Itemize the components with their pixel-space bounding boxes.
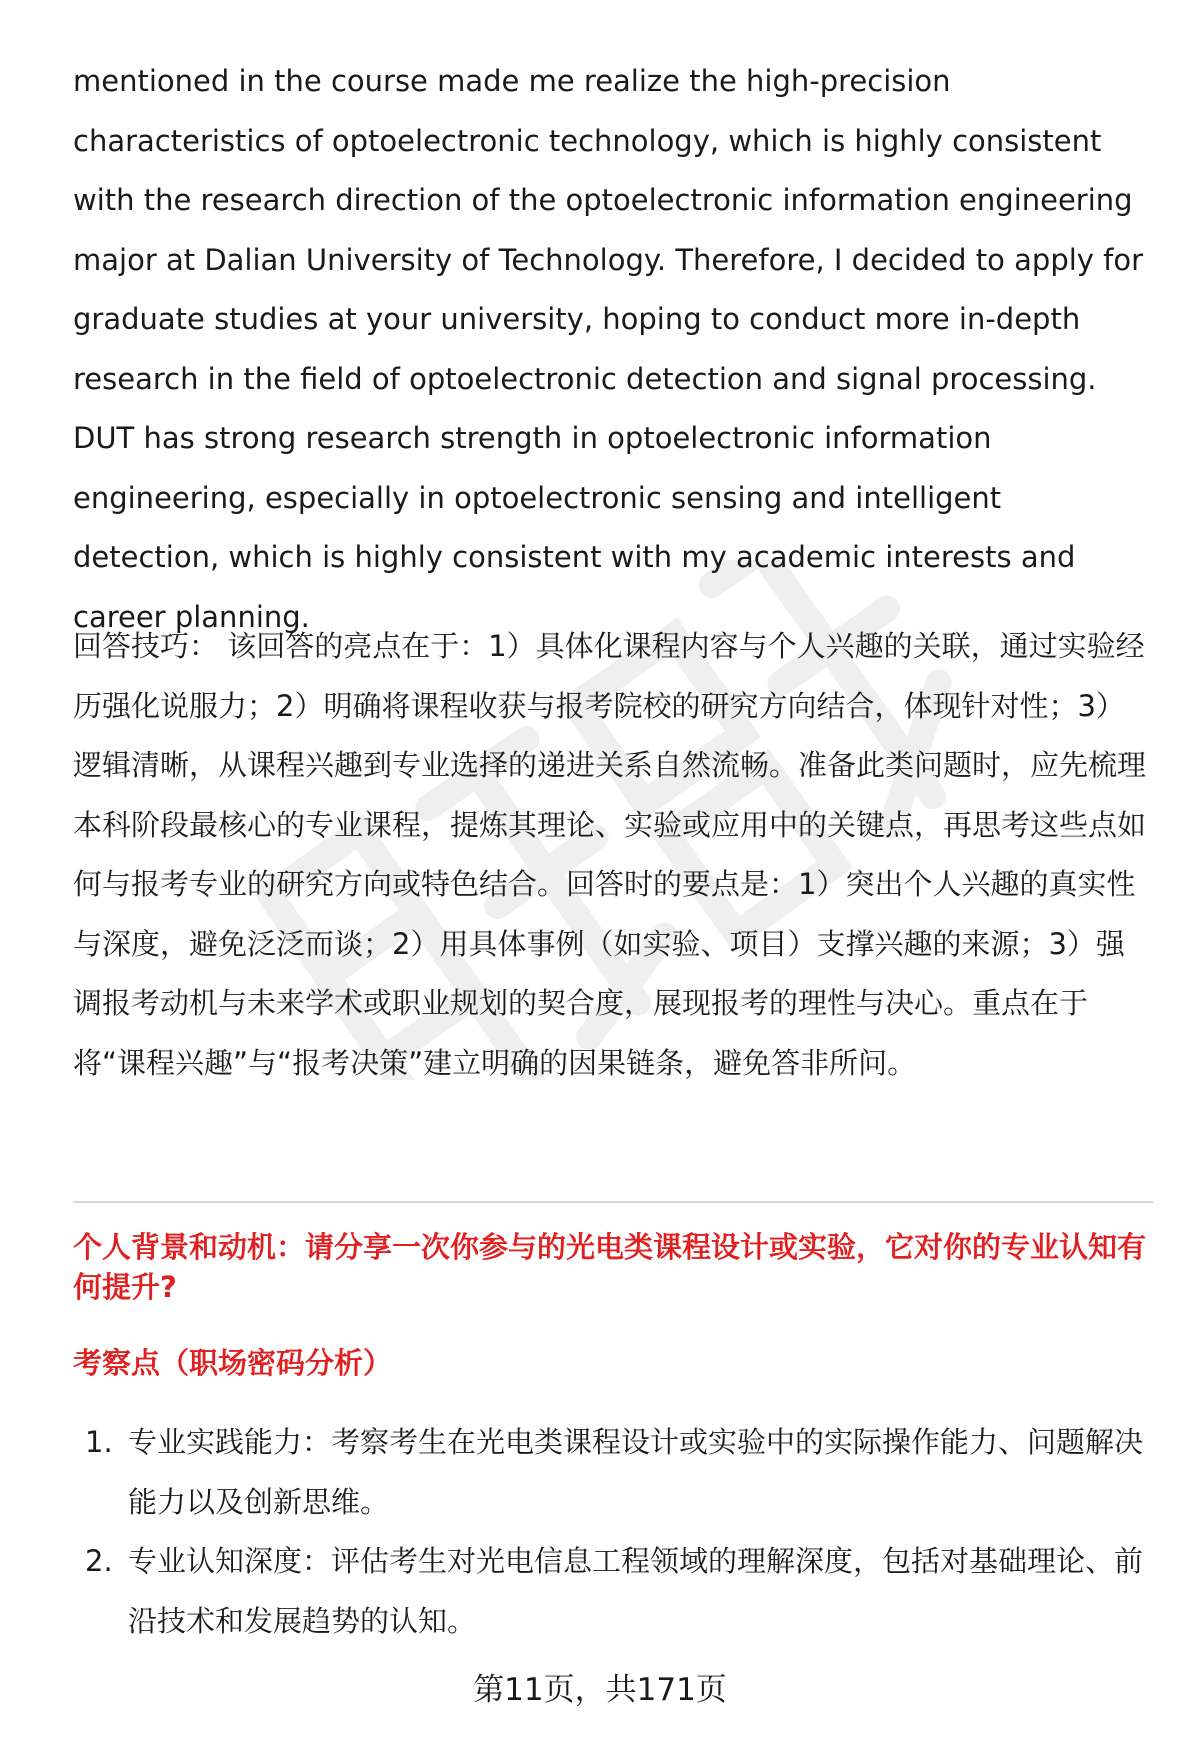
english-answer-paragraph: mentioned in the course made me realize the high-precision characteristics of optoelectronic technology, which is highly consistent with the research direction of the optoelectronic information engineering major at Dalian University of Technology. Therefore, I decided to apply for graduate studies at your university, hoping to conduct more in-depth research in the field of optoelectronic detection and signal processing. DUT has strong research strength in optoelectronic information engineering, especially in optoelectronic sensing and intelligent detection, which is highly consistent with my academic interests and career planning. — [73, 64, 1144, 634]
answer-tips-paragraph: 回答技巧： 该回答的亮点在于：1）具体化课程内容与个人兴趣的关联，通过实验经历强化说服力；2）明确将课程收获与报考院校的研究方向结合，体现针对性；3）逻辑清晰，从课程兴趣到专业选择的递进关系自然流畅。准备此类问题时，应先梳理本科阶段最核心的专业课程，提炼其理论、实验或应用中的关键点，再思考这些点如何与报考专业的研究方向或特色结合。回答时的要点是：1）突出个人兴趣的真实性与深度，避免泛泛而谈；2）用具体事例（如实验、项目）支撑兴趣的来源；3）强调报考动机与未来学术或职业规划的契合度，展现报考的理性与决心。重点在于将“课程兴趣”与“报考决策”建立明确的因果链条，避免答非所问。 — [73, 629, 1147, 1080]
assessment-points-title: 考察点（职场密码分析） — [73, 1346, 393, 1380]
list-item-number: 2. — [85, 1544, 113, 1578]
list-item-text: 专业实践能力：考察考生在光电类课程设计或实验中的实际操作能力、问题解决能力以及创新思维。 — [128, 1425, 1144, 1519]
list-item — [73, 1532, 1153, 1651]
interview-question: 个人背景和动机：请分享一次你参与的光电类课程设计或实验，它对你的专业认知有何提升? — [73, 1230, 1147, 1304]
section-divider — [73, 1201, 1153, 1203]
list-item-text: 专业认知深度：评估考生对光电信息工程领域的理解深度，包括对基础理论、前沿技术和发展趋势的认知。 — [128, 1544, 1144, 1638]
page-footer: 第11页，共171页 — [473, 1672, 727, 1708]
list-item-number: 1. — [85, 1425, 113, 1459]
assessment-points-list — [73, 1413, 1153, 1651]
list-item — [73, 1413, 1153, 1532]
